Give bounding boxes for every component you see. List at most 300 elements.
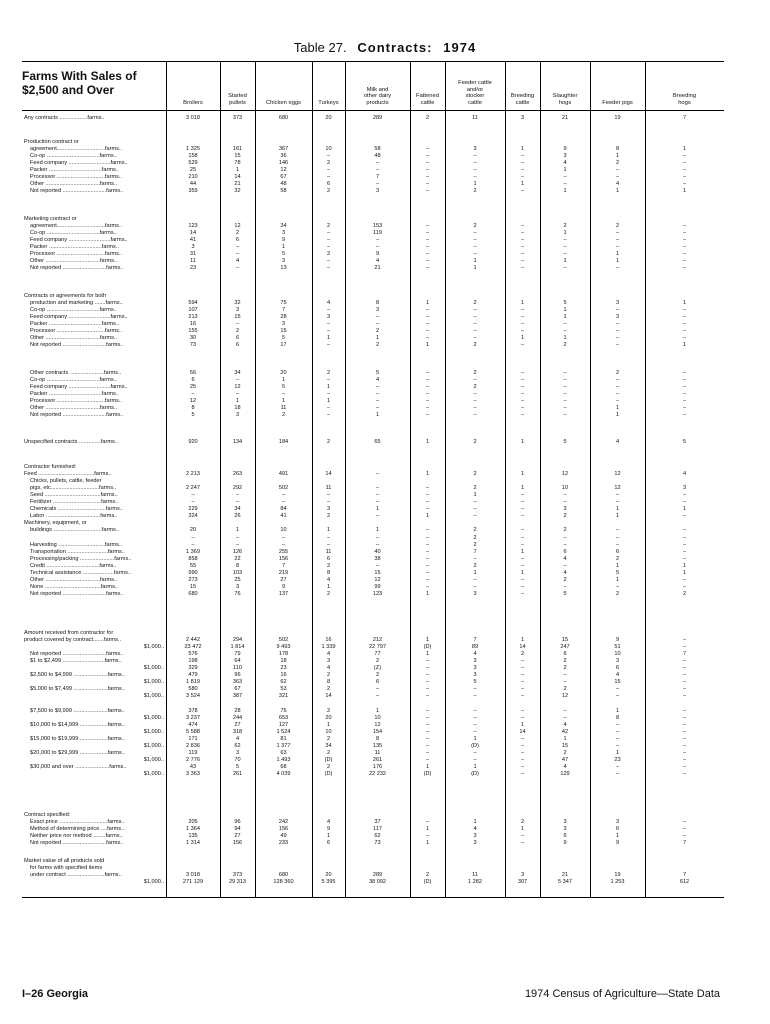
- cell-dairy: 117: [373, 826, 382, 833]
- cell-dairy: 8: [375, 735, 380, 742]
- cell-fattened: 1: [425, 840, 430, 847]
- cell-feeder_cattle: 5: [473, 679, 477, 686]
- cell-broilers: 210: [188, 174, 198, 181]
- cell-slaughter_hogs: –: [563, 714, 567, 721]
- cell-feeder_pigs: 1: [615, 188, 620, 195]
- cell-slaughter_hogs: 3: [563, 506, 567, 513]
- cell-feeder_cattle: 2: [473, 300, 477, 307]
- cell-dairy: 4: [375, 377, 380, 384]
- table-row: [0, 535, 770, 542]
- cell-fattened: –: [425, 328, 430, 335]
- cell-turkeys: 20: [325, 115, 332, 121]
- cell-pullets: 1: [235, 167, 240, 174]
- table-row: [0, 115, 770, 122]
- cell-eggs: 75: [280, 300, 287, 307]
- table-row: [0, 584, 770, 591]
- cell-turkeys: 11: [325, 548, 332, 555]
- cell-breeding_cattle: 2: [520, 819, 525, 826]
- cell-eggs: 178: [278, 651, 289, 658]
- cell-breeding_cattle: –: [520, 693, 525, 700]
- table-row: [0, 686, 770, 693]
- cell-feeder_pigs: 2: [615, 223, 620, 230]
- cell-eggs: 146: [278, 160, 289, 167]
- cell-breeding_cattle: –: [520, 679, 525, 686]
- table-row: [0, 819, 770, 826]
- cell-eggs: 7: [281, 307, 286, 314]
- cell-breeding_hogs: 2: [682, 590, 687, 597]
- cell-feeder_pigs: 5: [615, 569, 620, 576]
- cell-slaughter_hogs: 4: [563, 160, 567, 167]
- cell-fattened: –: [425, 721, 430, 728]
- cell-eggs: 34: [280, 223, 287, 230]
- cell-dairy: 77: [374, 651, 381, 658]
- cell-breeding_hogs: –: [682, 721, 687, 728]
- cell-breeding_cattle: 1: [520, 181, 525, 188]
- cell-fattened: –: [425, 833, 430, 840]
- cell-dairy: 65: [374, 439, 381, 445]
- cell-dairy: –: [375, 167, 380, 174]
- row-label: Unspecified contracts ..............farms..: [24, 439, 118, 445]
- cell-dairy: 1: [375, 412, 380, 419]
- row-label: Co-op ..................................farms..: [30, 153, 117, 160]
- cell-broilers: 2 247: [186, 485, 200, 492]
- cell-fattened: –: [425, 181, 430, 188]
- cell-breeding_cattle: 1: [520, 300, 525, 307]
- cell-fattened: –: [425, 583, 430, 590]
- cell-slaughter_hogs: –: [563, 499, 567, 506]
- cell-breeding_cattle: –: [520, 541, 525, 548]
- cell-breeding_hogs: –: [682, 321, 687, 328]
- cell-eggs: 219: [278, 569, 289, 576]
- table-row: [0, 658, 770, 665]
- cell-fattened: 1: [425, 763, 430, 770]
- cell-fattened: –: [425, 534, 430, 541]
- cell-breeding_cattle: 14: [519, 728, 526, 735]
- cell-turkeys: 2: [326, 439, 331, 445]
- cell-feeder_cattle: –: [473, 153, 477, 160]
- row-label: Feed ....................................farms..: [24, 471, 112, 478]
- cell-fattened: –: [425, 258, 430, 265]
- cell-slaughter_hogs: 2: [563, 749, 567, 756]
- cell-eggs: 3: [281, 258, 286, 265]
- cell-slaughter_hogs: 2: [563, 223, 567, 230]
- cell-eggs: 49: [280, 833, 287, 840]
- cell-eggs: 23: [280, 665, 287, 672]
- cell-broilers: 324: [188, 513, 198, 520]
- cell-slaughter_hogs: 12: [561, 471, 569, 478]
- cell-eggs: 1 493: [276, 756, 291, 763]
- cell-dairy: –: [375, 384, 380, 391]
- row-label: Credit ..................................farms..: [30, 562, 117, 569]
- cell-dairy: 212: [372, 637, 383, 644]
- cell-turkeys: –: [326, 405, 331, 412]
- table-row: [0, 879, 770, 886]
- cell-feeder_pigs: –: [615, 728, 620, 735]
- cell-fattened: 1: [425, 513, 430, 520]
- cell-dairy: 22 797: [368, 644, 387, 651]
- cell-eggs: 1: [281, 377, 286, 384]
- cell-feeder_cattle: –: [473, 321, 477, 328]
- cell-feeder_pigs: –: [615, 167, 620, 174]
- cell-feeder_pigs: 1: [615, 576, 620, 583]
- cell-breeding_cattle: –: [520, 237, 525, 244]
- cell-broilers: 30: [189, 335, 197, 342]
- cell-feeder_cattle: 1: [473, 181, 477, 188]
- cell-feeder_cattle: –: [473, 728, 477, 735]
- cell-pullets: 27: [234, 833, 241, 840]
- table-row: [0, 464, 770, 471]
- cell-feeder_cattle: 4: [473, 826, 477, 833]
- cell-fattened: –: [425, 693, 430, 700]
- cell-breeding_hogs: –: [682, 527, 687, 534]
- cell-broilers: –: [191, 541, 195, 548]
- cell-turkeys: 1: [326, 583, 331, 590]
- cell-broilers: 11: [190, 258, 196, 265]
- cell-fattened: –: [425, 384, 430, 391]
- row-label: $2,500 to $4,999 ......................farms..: [30, 672, 125, 679]
- cell-feeder_pigs: 1: [615, 405, 620, 412]
- cell-fattened: –: [425, 541, 430, 548]
- row-label: Transportation ..........................farms..: [30, 548, 125, 555]
- cell-pullets: 6: [235, 237, 240, 244]
- cell-eggs: 12: [280, 167, 287, 174]
- cell-breeding_hogs: –: [682, 513, 687, 520]
- cell-turkeys: 4: [326, 819, 331, 826]
- cell-dairy: –: [375, 485, 380, 492]
- cell-broilers: 12: [189, 398, 197, 405]
- cell-feeder_pigs: –: [615, 244, 620, 251]
- cell-turkeys: 2: [326, 672, 331, 679]
- cell-slaughter_hogs: 42: [561, 728, 569, 735]
- cell-pullets: 1 814: [230, 644, 245, 651]
- cell-pullets: 161: [232, 146, 243, 153]
- table-row: [0, 577, 770, 584]
- table-row: [0, 328, 770, 335]
- cell-breeding_hogs: –: [682, 665, 687, 672]
- cell-slaughter_hogs: 2: [563, 686, 567, 693]
- row-label: under contract ........................farms..: [30, 872, 122, 879]
- cell-feeder_pigs: –: [615, 534, 620, 541]
- cell-slaughter_hogs: 4: [563, 569, 567, 576]
- cell-broilers: 25: [189, 167, 197, 174]
- column-header-line: Turkeys: [318, 100, 339, 107]
- cell-turkeys: 4: [326, 665, 331, 672]
- cell-eggs: 9: [281, 237, 286, 244]
- cell-fattened: –: [425, 562, 430, 569]
- cell-turkeys: –: [326, 167, 331, 174]
- column-rule-3: [312, 61, 313, 897]
- cell-eggs: 242: [278, 819, 289, 826]
- cell-turkeys: 4: [326, 651, 331, 658]
- cell-broilers: 920: [188, 439, 198, 445]
- cell-breeding_cattle: –: [520, 328, 525, 335]
- cell-eggs: 5: [281, 335, 286, 342]
- cell-turkeys: 1 339: [321, 644, 336, 651]
- cell-dairy: –: [375, 391, 380, 398]
- cell-breeding_hogs: 1: [682, 300, 687, 307]
- table-row: [0, 549, 770, 556]
- cell-pullets: –: [235, 265, 240, 272]
- cell-feeder_pigs: –: [615, 321, 620, 328]
- cell-feeder_pigs: 2: [615, 160, 620, 167]
- cell-slaughter_hogs: 5: [563, 590, 567, 597]
- cell-pullets: 34: [234, 370, 241, 376]
- cell-fattened: 2: [425, 115, 430, 121]
- cell-feeder_pigs: 1: [615, 412, 620, 419]
- cell-pullets: 5: [235, 763, 240, 770]
- cell-eggs: 3: [281, 230, 286, 237]
- cell-breeding_cattle: –: [520, 499, 525, 506]
- cell-turkeys: 1: [326, 335, 331, 342]
- cell-slaughter_hogs: 2: [563, 658, 567, 665]
- table-row: [0, 840, 770, 847]
- cell-pullets: 4: [235, 258, 240, 265]
- row-label: $15,000 to $19,999 ..................farms..: [30, 735, 125, 742]
- cell-pullets: 8: [235, 562, 240, 569]
- cell-feeder_pigs: 9: [615, 637, 620, 644]
- cell-feeder_pigs: 6: [615, 548, 620, 555]
- cell-turkeys: 2: [326, 188, 331, 195]
- cell-breeding_cattle: –: [520, 735, 525, 742]
- cell-turkeys: 16: [325, 637, 332, 644]
- cell-feeder_cattle: 3: [473, 833, 477, 840]
- cell-pullets: 94: [234, 826, 241, 833]
- cell-broilers: 41: [189, 237, 197, 244]
- cell-feeder_cattle: –: [473, 251, 477, 258]
- cell-breeding_cattle: –: [520, 314, 525, 321]
- cell-breeding_cattle: –: [520, 258, 525, 265]
- cell-eggs: 491: [278, 471, 289, 478]
- cell-feeder_pigs: 6: [615, 826, 620, 833]
- row-label: $1,000..: [143, 756, 164, 763]
- row-label: $10,000 to $14,999 ..................farms..: [30, 721, 125, 728]
- column-header-line: Feeder cattle: [458, 79, 492, 86]
- cell-feeder_pigs: 1: [615, 258, 620, 265]
- cell-feeder_cattle: –: [473, 555, 477, 562]
- row-label: $1,000..: [143, 644, 164, 651]
- cell-feeder_pigs: –: [615, 328, 620, 335]
- cell-feeder_pigs: 3: [615, 658, 620, 665]
- table-row: [0, 492, 770, 499]
- row-label: None ....................................farms..: [30, 583, 118, 590]
- cell-feeder_cattle: 1: [473, 569, 477, 576]
- cell-slaughter_hogs: 129: [560, 771, 570, 777]
- table-row: [0, 665, 770, 672]
- column-header-line: pullets: [229, 100, 246, 107]
- cell-pullets: 373: [232, 872, 243, 879]
- cell-breeding_cattle: –: [520, 576, 525, 583]
- table-row: [0, 471, 770, 478]
- table-row: [0, 701, 770, 708]
- cell-breeding_cattle: –: [520, 714, 525, 721]
- cell-fattened: –: [425, 307, 430, 314]
- cell-turkeys: 4: [326, 576, 331, 583]
- cell-breeding_cattle: 1: [520, 637, 525, 644]
- cell-breeding_hogs: –: [682, 707, 687, 714]
- cell-pullets: 22: [234, 555, 241, 562]
- cell-dairy: 40: [374, 548, 381, 555]
- cell-broilers: 2 836: [186, 742, 200, 749]
- row-label: for farms with specified items: [30, 865, 103, 872]
- cell-pullets: 134: [232, 439, 243, 445]
- row-label: Neither price nor method ........farms..: [30, 833, 123, 840]
- cell-breeding_hogs: –: [682, 307, 687, 314]
- column-header-broilers: [166, 61, 220, 110]
- cell-feeder_cattle: 7: [473, 637, 477, 644]
- cell-eggs: 76: [280, 707, 287, 714]
- cell-turkeys: 10: [325, 146, 332, 153]
- cell-eggs: 233: [278, 840, 289, 847]
- cell-breeding_hogs: 1: [682, 506, 687, 513]
- cell-broilers: 23: [189, 265, 197, 272]
- cell-feeder_cattle: –: [473, 391, 477, 398]
- cell-breeding_hogs: –: [682, 749, 687, 756]
- cell-fattened: –: [425, 321, 430, 328]
- cell-turkeys: 2: [326, 686, 331, 693]
- cell-pullets: 64: [234, 658, 241, 665]
- cell-broilers: 529: [188, 160, 198, 167]
- cell-breeding_cattle: –: [520, 840, 525, 847]
- cell-turkeys: (D): [324, 756, 333, 763]
- cell-slaughter_hogs: –: [563, 244, 567, 251]
- cell-eggs: 321: [278, 693, 289, 700]
- cell-pullets: 2: [235, 328, 240, 335]
- cell-fattened: –: [425, 569, 430, 576]
- cell-feeder_pigs: 1: [615, 833, 620, 840]
- cell-breeding_hogs: –: [682, 826, 687, 833]
- row-label: Contracts or agreements for both: [24, 293, 107, 299]
- cell-dairy: 62: [374, 833, 381, 840]
- cell-eggs: 1: [281, 398, 286, 405]
- cell-feeder_cattle: 2: [473, 562, 477, 569]
- cell-slaughter_hogs: 4: [563, 555, 567, 562]
- cell-pullets: 6: [235, 342, 240, 349]
- table-row: [0, 679, 770, 686]
- cell-breeding_hogs: –: [682, 153, 687, 160]
- cell-slaughter_hogs: 10: [561, 485, 569, 492]
- cell-slaughter_hogs: –: [563, 237, 567, 244]
- row-label: agreement...............................farms..: [30, 146, 123, 153]
- row-label: Processor ...............................farms..: [30, 251, 123, 258]
- cell-dairy: 21: [374, 265, 381, 272]
- column-header-line: other dairy: [363, 93, 392, 100]
- column-rule-9: [590, 61, 591, 897]
- column-header-eggs: [255, 61, 312, 110]
- row-label: Machinery, equipment, or: [24, 520, 87, 527]
- table-row: [0, 527, 770, 534]
- cell-slaughter_hogs: 3: [563, 826, 567, 833]
- cell-broilers: 14: [189, 230, 197, 237]
- cell-feeder_cattle: 4: [473, 651, 477, 658]
- cell-turkeys: –: [326, 153, 331, 160]
- cell-slaughter_hogs: 5: [563, 439, 567, 445]
- cell-feeder_cattle: 1: [473, 258, 477, 265]
- cell-turkeys: –: [326, 534, 331, 541]
- cell-dairy: 2: [375, 672, 380, 679]
- cell-breeding_cattle: –: [520, 342, 525, 349]
- row-label: $1,000..: [143, 665, 164, 672]
- cell-breeding_cattle: –: [520, 527, 525, 534]
- row-label: $1,000..: [143, 879, 164, 886]
- cell-feeder_pigs: 2: [615, 590, 620, 597]
- cell-eggs: 48: [280, 181, 287, 188]
- cell-feeder_cattle: 2: [473, 188, 477, 195]
- cell-fattened: –: [425, 665, 430, 672]
- row-label: $5,000 to $7,499 ......................farms..: [30, 686, 125, 693]
- cell-breeding_cattle: 1: [520, 471, 525, 478]
- row-label: Production contract or: [24, 139, 79, 145]
- cell-eggs: 137: [278, 590, 289, 597]
- cell-breeding_cattle: –: [520, 742, 525, 749]
- cell-slaughter_hogs: –: [563, 391, 567, 398]
- cell-breeding_hogs: –: [682, 237, 687, 244]
- cell-eggs: 81: [280, 735, 287, 742]
- cell-turkeys: 10: [325, 728, 332, 735]
- cell-slaughter_hogs: 2: [563, 665, 567, 672]
- cell-slaughter_hogs: –: [563, 707, 567, 714]
- cell-turkeys: 2: [326, 562, 331, 569]
- cell-feeder_pigs: –: [615, 763, 620, 770]
- table-row: [0, 307, 770, 314]
- cell-pullets: 67: [234, 686, 241, 693]
- cell-broilers: 3 018: [186, 872, 200, 879]
- table-row: [0, 398, 770, 405]
- table-row: [0, 570, 770, 577]
- cell-dairy: 38 092: [368, 879, 387, 886]
- cell-broilers: 3 363: [186, 771, 200, 777]
- cell-eggs: 128 360: [273, 879, 294, 886]
- cell-dairy: 37: [374, 819, 381, 826]
- cell-broilers: 198: [188, 658, 198, 665]
- cell-dairy: –: [375, 405, 380, 412]
- cell-slaughter_hogs: –: [563, 583, 567, 590]
- cell-pullets: 126: [232, 548, 243, 555]
- row-label: Market value of all products sold: [24, 858, 105, 864]
- cell-pullets: 96: [234, 672, 241, 679]
- cell-breeding_hogs: –: [682, 370, 687, 376]
- cell-broilers: 594: [188, 300, 198, 307]
- cell-feeder_pigs: –: [615, 237, 620, 244]
- cell-breeding_cattle: –: [520, 686, 525, 693]
- cell-pullets: 363: [232, 679, 243, 686]
- cell-feeder_cattle: –: [473, 314, 477, 321]
- cell-feeder_cattle: –: [473, 583, 477, 590]
- cell-turkeys: 11: [325, 485, 332, 492]
- table-row: [0, 729, 770, 736]
- row-label: $1,000..: [143, 742, 164, 749]
- cell-dairy: 1: [375, 506, 380, 513]
- cell-eggs: –: [281, 499, 286, 506]
- cell-feeder_pigs: 19: [614, 115, 621, 121]
- cell-breeding_hogs: –: [682, 492, 687, 499]
- cell-slaughter_hogs: 247: [560, 644, 570, 651]
- cell-breeding_cattle: –: [520, 590, 525, 597]
- cell-turkeys: –: [326, 265, 331, 272]
- cell-feeder_pigs: 6: [615, 665, 620, 672]
- cell-feeder_pigs: –: [615, 771, 620, 777]
- cell-feeder_cattle: 7: [473, 548, 477, 555]
- stub-heading: [22, 69, 137, 97]
- cell-broilers: 1 314: [186, 840, 200, 847]
- table-row: [0, 244, 770, 251]
- row-label: Processor ...............................farms..: [30, 328, 123, 335]
- cell-breeding_cattle: 1: [520, 721, 525, 728]
- cell-fattened: 1: [425, 637, 430, 644]
- cell-eggs: 15: [280, 328, 287, 335]
- cell-feeder_pigs: 10: [614, 651, 621, 658]
- row-label: Feed company ...........................farms..: [30, 237, 128, 244]
- row-label: Contractor furnished:: [24, 464, 77, 470]
